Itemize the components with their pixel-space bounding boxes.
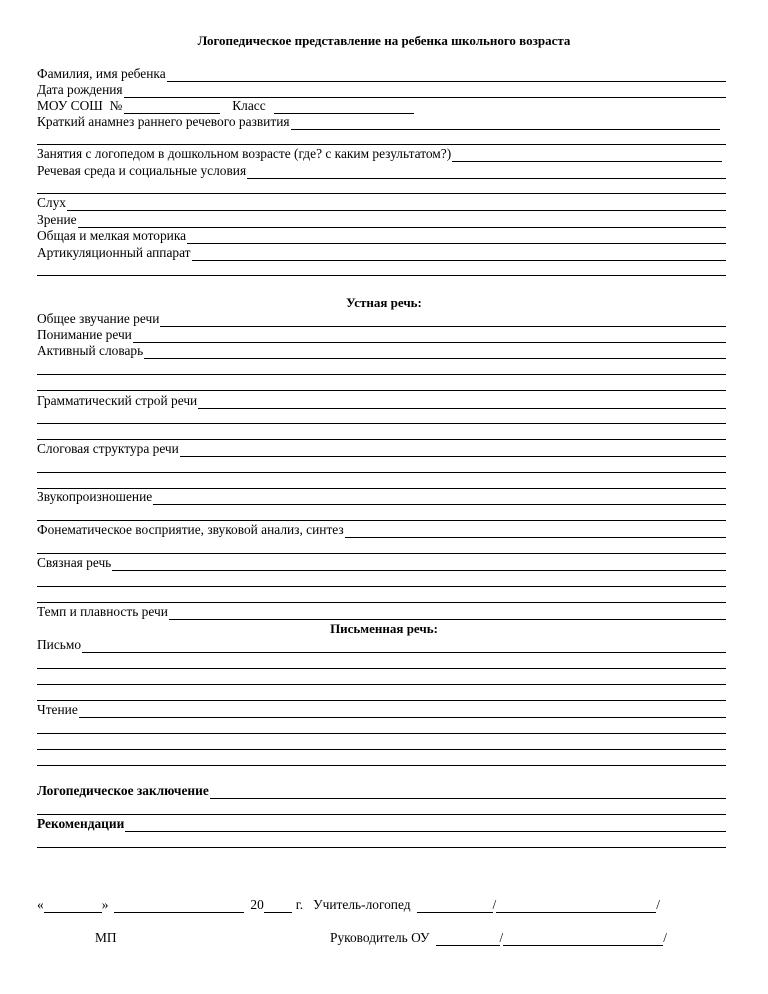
recommendations-label: Рекомендации [37, 816, 125, 831]
coherent-extra-line-1[interactable] [37, 586, 726, 587]
vocabulary-label: Активный словарь [37, 343, 144, 358]
recommendations-extra-line[interactable] [37, 847, 726, 848]
vision-field[interactable] [78, 215, 726, 228]
motor-label: Общая и мелкая моторика [37, 228, 187, 243]
reading-extra-line-1[interactable] [37, 733, 726, 734]
vision-row [37, 212, 726, 228]
teacher-signature-field[interactable] [417, 900, 493, 913]
syllable-row [37, 441, 726, 457]
director-slash-2: / [663, 930, 667, 945]
environment-extra-line[interactable] [37, 193, 726, 194]
director-slash-1: / [499, 930, 504, 945]
dob-field[interactable] [124, 85, 726, 98]
motor-field[interactable] [187, 231, 726, 244]
pronunciation-label: Звукопроизношение [37, 489, 153, 504]
pronunciation-row [37, 489, 726, 505]
director-signature-field[interactable] [436, 933, 500, 946]
motor-row [37, 228, 726, 244]
recommendations-field[interactable] [125, 819, 726, 832]
articulation-label: Артикуляционный аппарат [37, 245, 191, 260]
preschool-field[interactable] [452, 149, 722, 162]
name-field[interactable] [167, 69, 726, 82]
oral-speech-heading: Устная речь: [346, 295, 422, 310]
reading-extra-line-2[interactable] [37, 749, 726, 750]
writing-field[interactable] [82, 640, 726, 653]
articulation-field[interactable] [192, 248, 726, 261]
director-name-field[interactable] [503, 933, 663, 946]
vocabulary-field[interactable] [144, 346, 726, 359]
name-row [37, 66, 726, 82]
vision-label: Зрение [37, 212, 77, 227]
grammar-field[interactable] [198, 396, 726, 409]
reading-row [37, 702, 726, 718]
syllable-extra-line-1[interactable] [37, 472, 726, 473]
reading-extra-line-3[interactable] [37, 765, 726, 766]
school-number-field[interactable] [124, 101, 220, 114]
grammar-extra-line-1[interactable] [37, 423, 726, 424]
writing-extra-line-1[interactable] [37, 668, 726, 669]
date-quote-open: « [37, 897, 44, 912]
class-label: Класс [232, 98, 266, 113]
phonemic-field[interactable] [345, 525, 726, 538]
name-label: Фамилия, имя ребенка [37, 66, 166, 81]
vocabulary-row [37, 343, 726, 359]
preschool-label: Занятия с логопедом в дошкольном возрасте (где? с каким результатом?) [37, 146, 452, 161]
coherent-field[interactable] [112, 558, 726, 571]
date-month-field[interactable] [114, 900, 244, 913]
recommendations-row [37, 816, 726, 832]
teacher-slash-2: / [656, 897, 661, 912]
general-sound-label: Общее звучание речи [37, 311, 160, 326]
writing-label: Письмо [37, 637, 82, 652]
reading-label: Чтение [37, 702, 78, 717]
understanding-row [37, 327, 726, 343]
conclusion-extra-line[interactable] [37, 814, 726, 815]
phonemic-extra-line[interactable] [37, 553, 726, 554]
class-field[interactable] [274, 101, 414, 114]
pronunciation-field[interactable] [153, 492, 726, 505]
coherent-row [37, 555, 726, 571]
tempo-field[interactable] [169, 607, 726, 620]
date-day-field[interactable] [44, 900, 102, 913]
phonemic-row [37, 522, 726, 538]
hearing-row [37, 195, 726, 211]
coherent-label: Связная речь [37, 555, 112, 570]
understanding-label: Понимание речи [37, 327, 132, 342]
date-signature-row [37, 897, 660, 913]
anamnesis-row [37, 114, 726, 130]
school-label: МОУ СОШ № [37, 98, 123, 113]
dob-row [37, 82, 726, 98]
anamnesis-extra-line[interactable] [37, 144, 726, 145]
preschool-row [37, 146, 726, 162]
date-quote-close: » [101, 897, 109, 912]
environment-label: Речевая среда и социальные условия [37, 163, 247, 178]
tempo-label: Темп и плавность речи [37, 604, 168, 619]
general-sound-field[interactable] [160, 314, 726, 327]
anamnesis-field[interactable] [291, 117, 720, 130]
written-speech-heading: Письменная речь: [330, 621, 438, 636]
document-title: Логопедическое представление на ребенка школьного возраста [197, 33, 571, 48]
understanding-field[interactable] [133, 330, 726, 343]
pronunciation-extra-line[interactable] [37, 520, 726, 521]
vocabulary-extra-line-1[interactable] [37, 374, 726, 375]
grammar-label: Грамматический строй речи [37, 393, 198, 408]
grammar-extra-line-2[interactable] [37, 439, 726, 440]
year-field[interactable] [264, 900, 292, 913]
writing-extra-line-3[interactable] [37, 700, 726, 701]
director-row [330, 930, 667, 946]
teacher-label: Учитель-логопед [313, 897, 411, 912]
hearing-label: Слух [37, 195, 67, 210]
stamp-label: МП [95, 930, 117, 945]
conclusion-field[interactable] [210, 786, 726, 799]
hearing-field[interactable] [67, 198, 726, 211]
teacher-name-field[interactable] [496, 900, 656, 913]
dob-label: Дата рождения [37, 82, 123, 97]
syllable-label: Слоговая структура речи [37, 441, 179, 456]
tempo-row [37, 604, 726, 620]
year-suffix: г. [295, 897, 304, 912]
articulation-extra-line[interactable] [37, 275, 726, 276]
coherent-extra-line-2[interactable] [37, 602, 726, 603]
writing-row [37, 637, 726, 653]
environment-field[interactable] [247, 166, 726, 179]
anamnesis-label: Краткий анамнез раннего речевого развития [37, 114, 290, 129]
environment-row [37, 163, 726, 179]
teacher-slash-1: / [492, 897, 497, 912]
syllable-field[interactable] [180, 444, 726, 457]
reading-field[interactable] [79, 705, 726, 718]
conclusion-label: Логопедическое заключение [37, 783, 209, 798]
general-sound-row [37, 311, 726, 327]
writing-extra-line-2[interactable] [37, 684, 726, 685]
phonemic-label: Фонематическое восприятие, звуковой анализ, синтез [37, 522, 344, 537]
articulation-row [37, 245, 726, 261]
school-row [37, 98, 726, 114]
conclusion-row [37, 783, 726, 799]
vocabulary-extra-line-2[interactable] [37, 390, 726, 391]
grammar-row [37, 393, 726, 409]
director-label: Руководитель ОУ [330, 930, 430, 945]
year-prefix: 20 [250, 897, 264, 912]
